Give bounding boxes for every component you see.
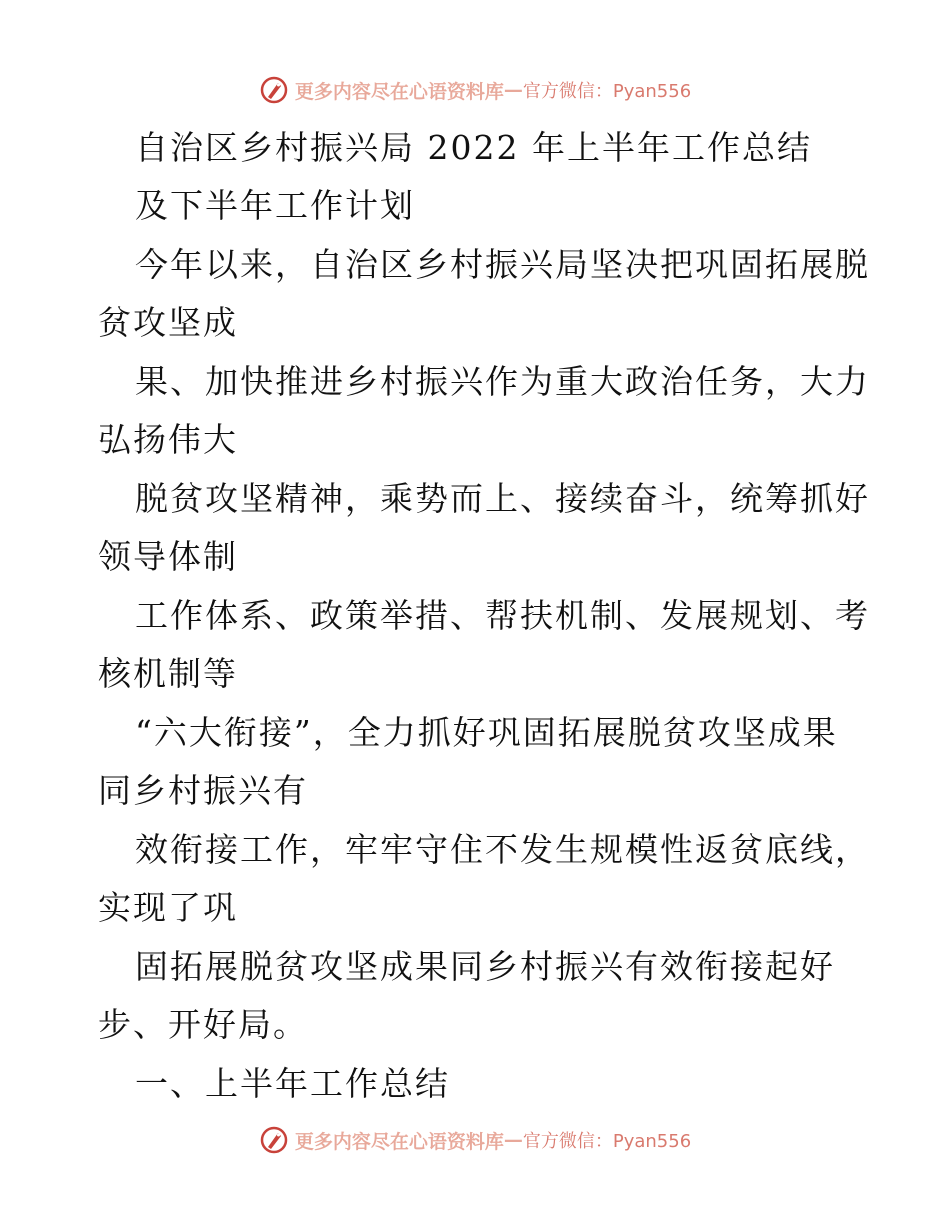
pen-nib-logo-icon	[259, 1125, 289, 1155]
paragraph-line: 步、开好局。	[98, 1005, 308, 1044]
paragraph-line: 领导体制	[98, 537, 238, 576]
document-title-line-1: 自治区乡村振兴局 2022 年上半年工作总结	[135, 128, 812, 167]
paragraph-line: 核机制等	[98, 654, 238, 693]
paragraph-line: 脱贫攻坚精神，乘势而上、接续奋斗，统筹抓好	[135, 479, 870, 518]
paragraph-line: “六大衔接”，全力抓好巩固拓展脱贫攻坚成果	[135, 713, 838, 752]
paragraph-line: 弘扬伟大	[98, 420, 238, 459]
paragraph-line: 工作体系、政策举措、帮扶机制、发展规划、考	[135, 596, 870, 635]
watermark-dash: —	[503, 1129, 523, 1151]
paragraph-line: 效衔接工作，牢牢守住不发生规模性返贫底线，	[135, 830, 870, 869]
watermark-sub-text: 官方微信：Pyan556	[522, 1131, 692, 1152]
watermark-main-text: 更多内容尽在心语资料库	[294, 80, 504, 103]
watermark-sub-text: 官方微信：Pyan556	[522, 81, 692, 102]
paragraph-line: 实现了巩	[98, 888, 238, 927]
watermark-main-text: 更多内容尽在心语资料库	[294, 1130, 504, 1153]
paragraph-line: 固拓展脱贫攻坚成果同乡村振兴有效衔接起好	[135, 947, 835, 986]
paragraph-line: 同乡村振兴有	[98, 771, 308, 810]
paragraph-line: 今年以来，自治区乡村振兴局坚决把巩固拓展脱	[135, 245, 870, 284]
paragraph-line: 果、加快推进乡村振兴作为重大政治任务，大力	[135, 362, 870, 401]
watermark-dash: —	[503, 79, 523, 101]
document-title-line-2: 及下半年工作计划	[135, 186, 415, 225]
watermark-footer	[0, 1120, 950, 1160]
section-heading: 一、上半年工作总结	[135, 1064, 450, 1103]
paragraph-line: 贫攻坚成	[98, 303, 238, 342]
pen-nib-logo-icon	[259, 75, 289, 105]
watermark-header	[0, 70, 950, 110]
